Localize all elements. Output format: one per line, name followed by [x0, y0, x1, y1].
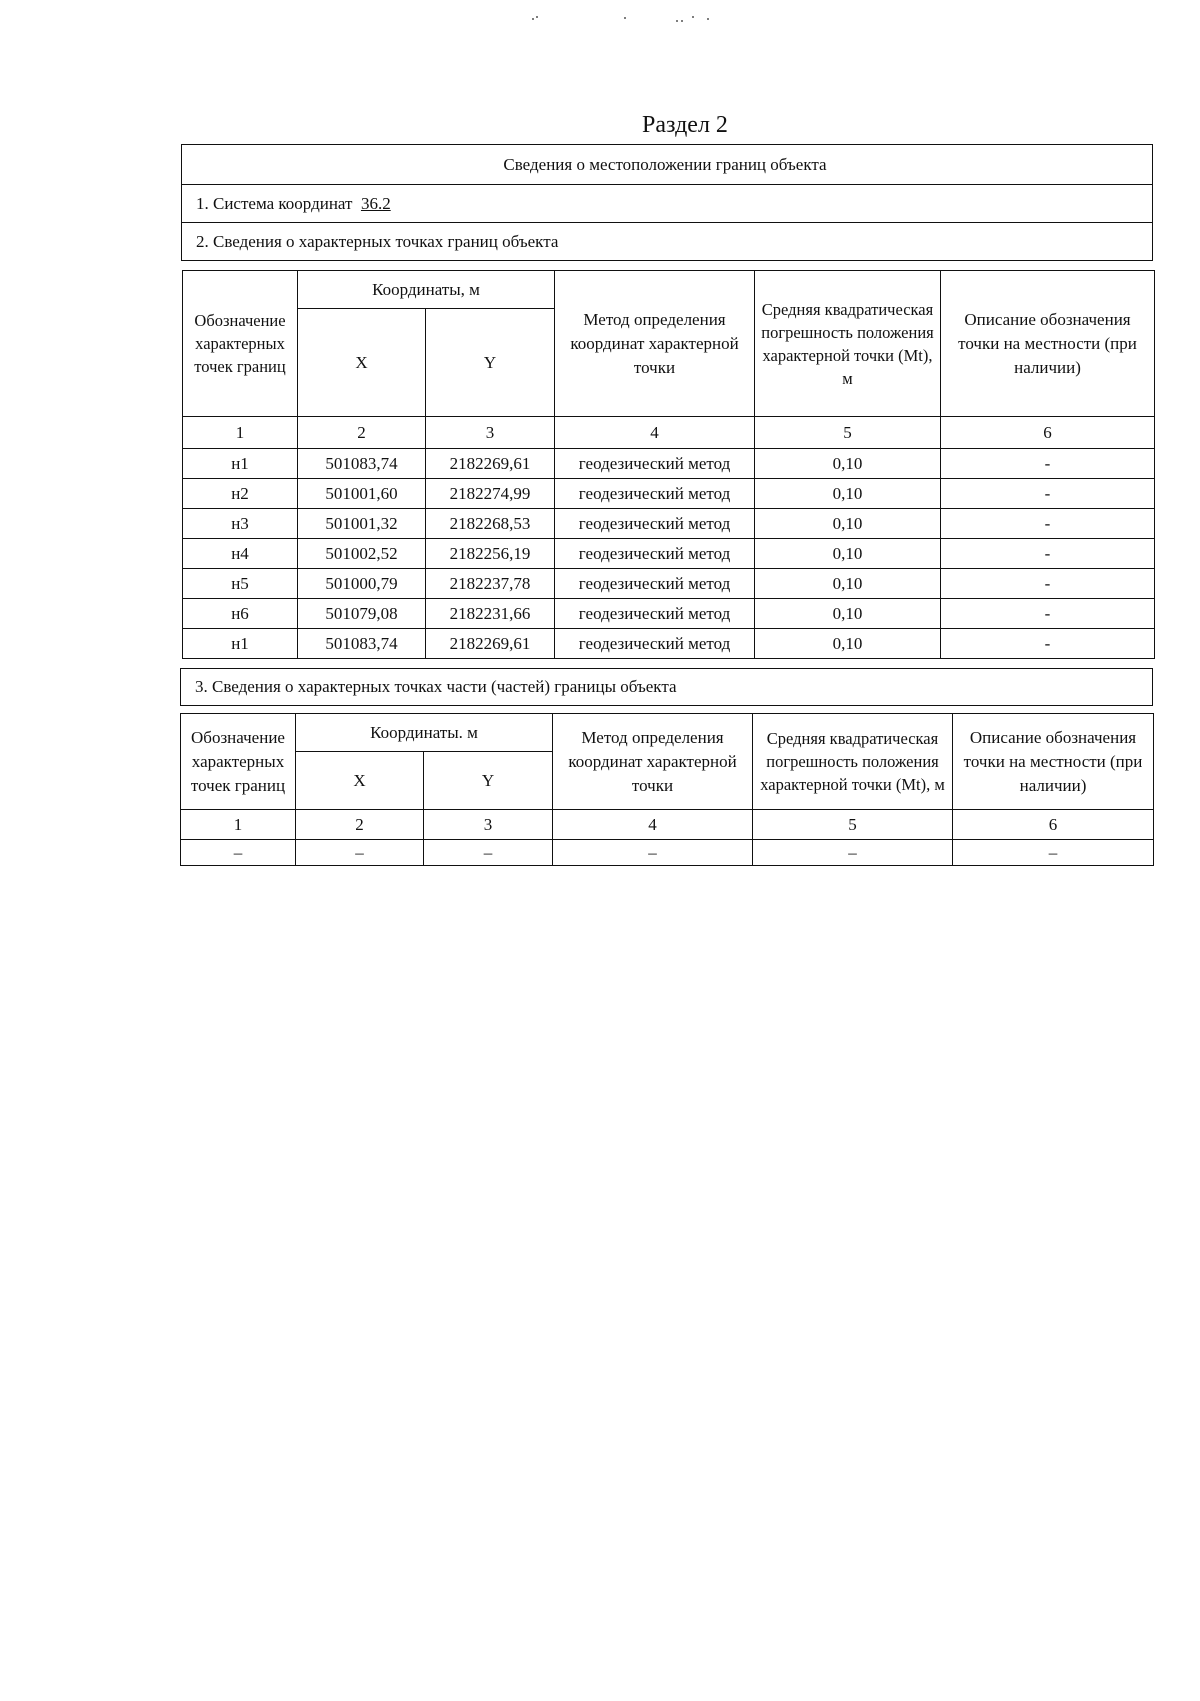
empty-cell: –: [296, 840, 424, 866]
point-desc: -: [941, 539, 1155, 569]
point-x: 501001,60: [298, 479, 426, 509]
header-y: Y: [424, 752, 553, 810]
point-y: 2182268,53: [426, 509, 555, 539]
table-row: [183, 629, 1155, 659]
empty-cell: –: [553, 840, 753, 866]
header-method: Метод определения координат характерной точки: [555, 271, 755, 417]
point-name: н3: [183, 509, 298, 539]
table-row: [183, 599, 1155, 629]
point-mt: 0,10: [755, 449, 941, 479]
table-row: [183, 449, 1155, 479]
points-rows: [183, 449, 1155, 659]
point-x: 501001,32: [298, 509, 426, 539]
point-method: геодезический метод: [555, 449, 755, 479]
column-numbers-row: [183, 417, 1155, 449]
col-number: 2: [296, 810, 424, 840]
part-points-table: [180, 713, 1154, 866]
point-name: н4: [183, 539, 298, 569]
coord-system-row: [182, 185, 1153, 223]
point-method: геодезический метод: [555, 569, 755, 599]
point-mt: 0,10: [755, 509, 941, 539]
point-mt: 0,10: [755, 629, 941, 659]
point-mt: 0,10: [755, 599, 941, 629]
coord-system-value: 36.2: [360, 193, 391, 213]
empty-cell: –: [753, 840, 953, 866]
empty-cell: –: [953, 840, 1154, 866]
point-desc: -: [941, 599, 1155, 629]
point-x: 501083,74: [298, 449, 426, 479]
point-mt: 0,10: [755, 569, 941, 599]
header-accuracy: Средняя квадратическая погрешность положения характерной точки (Mt), м: [753, 714, 953, 810]
col-number: 6: [953, 810, 1154, 840]
point-method: геодезический метод: [555, 599, 755, 629]
point-name: н5: [183, 569, 298, 599]
section-title: Раздел 2: [642, 112, 728, 138]
point-method: геодезический метод: [555, 539, 755, 569]
point-x: 501002,52: [298, 539, 426, 569]
table-row: [183, 539, 1155, 569]
header-description: Описание обозначения точки на местности (при наличии): [941, 271, 1155, 417]
column-numbers-row: [181, 810, 1154, 840]
col-number: 3: [426, 417, 555, 449]
table-row: [183, 509, 1155, 539]
coord-system-label: 1. Система координат: [196, 193, 353, 213]
point-y: 2182274,99: [426, 479, 555, 509]
point-y: 2182237,78: [426, 569, 555, 599]
header-y: Y: [426, 309, 555, 417]
point-desc: -: [941, 509, 1155, 539]
col-number: 4: [555, 417, 755, 449]
header-heading: Сведения о местоположении границ объекта: [182, 145, 1153, 185]
boundary-points-table: [182, 270, 1155, 659]
point-method: геодезический метод: [555, 479, 755, 509]
header-x: X: [298, 309, 426, 417]
empty-cell: –: [424, 840, 553, 866]
point-desc: -: [941, 479, 1155, 509]
point-name: н1: [183, 629, 298, 659]
col-number: 1: [183, 417, 298, 449]
table-row: [181, 840, 1154, 866]
header-coords: Координаты, м: [298, 271, 555, 309]
point-x: 501083,74: [298, 629, 426, 659]
point-method: геодезический метод: [555, 509, 755, 539]
header-accuracy: Средняя квадратическая погрешность положения характерной точки (Mt), м: [755, 271, 941, 417]
point-y: 2182269,61: [426, 449, 555, 479]
col-number: 3: [424, 810, 553, 840]
header-designation: Обозначение характерных точек границ: [183, 271, 298, 417]
point-name: н6: [183, 599, 298, 629]
header-description: Описание обозначения точки на местности (при наличии): [953, 714, 1154, 810]
point-y: 2182231,66: [426, 599, 555, 629]
col-number: 1: [181, 810, 296, 840]
point-mt: 0,10: [755, 479, 941, 509]
col-number: 5: [755, 417, 941, 449]
parts-heading-box: [180, 668, 1153, 706]
point-method: геодезический метод: [555, 629, 755, 659]
empty-cell: –: [181, 840, 296, 866]
point-y: 2182269,61: [426, 629, 555, 659]
point-name: н2: [183, 479, 298, 509]
col-number: 4: [553, 810, 753, 840]
header-x: X: [296, 752, 424, 810]
col-number: 6: [941, 417, 1155, 449]
points-heading: 2. Сведения о характерных точках границ объекта: [182, 223, 1153, 261]
point-desc: -: [941, 569, 1155, 599]
point-desc: -: [941, 449, 1155, 479]
table-row: [183, 569, 1155, 599]
point-name: н1: [183, 449, 298, 479]
point-desc: -: [941, 629, 1155, 659]
point-y: 2182256,19: [426, 539, 555, 569]
table-row: [183, 479, 1155, 509]
point-x: 501000,79: [298, 569, 426, 599]
header-designation: Обозначение характерных точек границ: [181, 714, 296, 810]
col-number: 2: [298, 417, 426, 449]
scan-specks: [528, 12, 718, 26]
header-box: [181, 144, 1153, 261]
header-method: Метод определения координат характерной точки: [553, 714, 753, 810]
header-coords: Координаты. м: [296, 714, 553, 752]
point-x: 501079,08: [298, 599, 426, 629]
parts-heading: 3. Сведения о характерных точках части (частей) границы объекта: [181, 669, 1153, 706]
col-number: 5: [753, 810, 953, 840]
point-mt: 0,10: [755, 539, 941, 569]
